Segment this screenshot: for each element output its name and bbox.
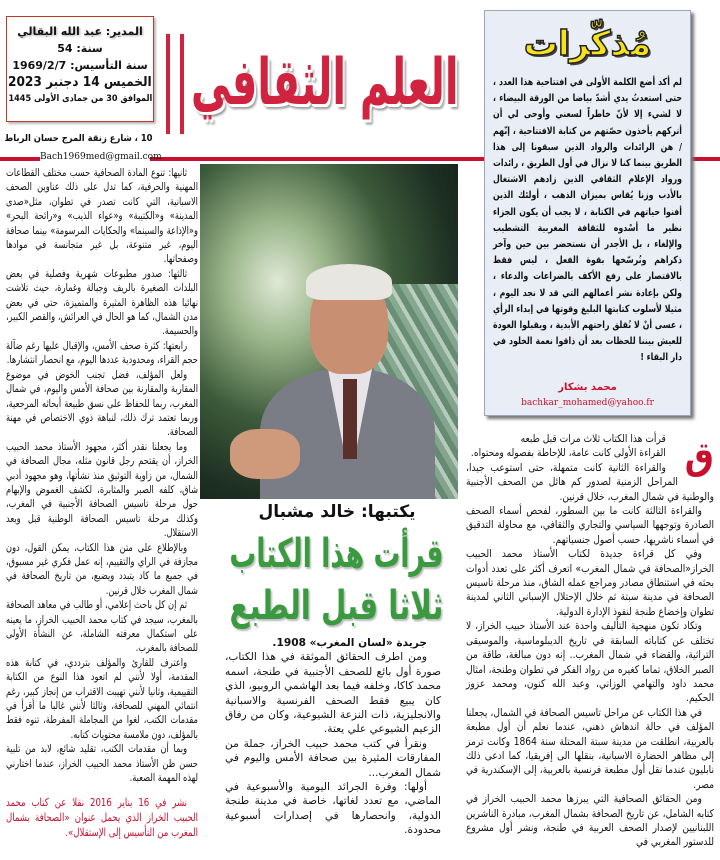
paragraph: رابعتها: كثرة صحف الأمس، والإقبال عليها رغم ضآلة حجم القراء، ومحدودية عددها اليوم، مع انحصار انتشارها. (6, 339, 198, 367)
paragraph: وتكاد تكون منهجية التأليف واحدة عند الأستاذ حبيب الخراز، لا تختلف عن كتاباته السابقة في تاريخ الديبلوماسية، والموسيقى التراثية، والقضاء في شمال المغرب.. إنه دون مبالغة، طاقة من الصبر الخلاق، تماما كغيره من رواد الفكر في تطوان وطنجة، امثال محمد داود والتهامي الوزاني، وعبد الله كنون، ومحمد عزوز الحكيم. (466, 620, 714, 705)
paragraph: ونقرأ في كتب محمد حبيب الخراز، جملة من المفارقات المثيرة بين صحافة الأمس واليوم في شمال المغرب... (225, 737, 441, 779)
headline (228, 528, 444, 632)
drop-cap: ق (684, 434, 714, 478)
headline-line-2: ثلاثا قبل الطبع (229, 583, 443, 629)
issue-date: الخميس 14 دجنبر 2023 (8, 75, 152, 90)
memo-author: محمد بشكار (558, 382, 617, 393)
paragraph: وفي كل قراءة جديدة لكتاب الأستاذ محمد الحبيب الخراز«الصحافة في شمال المغرب» اتعرف أكثر على تعدد أدوات بحثه في استنطاق مصادر ومراجع عمله الشاق، منذ مرحلة تاسيس الصحافة في مدينة سبتة ثم خلال الإحتلال الإسباني الثاني لمدينة تطوان وإخضاع طنجة لنفوذ الإدارة الدولية. (466, 548, 714, 618)
paragraph: جريدة «لسان المغرب» 1908. (272, 637, 427, 649)
paragraph: ثانيها: تنوع المادة الصحافية حسب مختلف القطاعات المهنية والحرفية، كما تدل على ذلك عناوين الصحف الاسبانية، التي كانت تصدر في تطوان، مثل«صدى المدينة» و«الكتيبة» و«عواء الذيب» و«رائحة البحر» و«الإذاعة والسينما» والحكايات المرسومة» بينما صحافة اليوم، غير متنوعة، بل غير متجانسة في موادها وصفحاتها. (6, 167, 198, 266)
paragraph: قرأت هذا الكتاب ثلاث مرات قبل طبعه (520, 433, 666, 445)
director: المدير: عبد الله البقالي (17, 25, 143, 38)
address: 10 ، شارع زنقة المرج حسان الرباط (4, 133, 154, 144)
paragraph: والقراءة الثالثة كانت ما بين السطور، لفحص أسماء الصحف الصادرة وتوجهها السياسي والتجاري والثقافي، مع محاولة التدقيق في أسماء ناشريها، حسب أصول جنسياتهم. (466, 505, 714, 546)
middle-column (225, 636, 441, 838)
byline: يكتبها: خالد مشبال (258, 502, 416, 522)
paragraph: في هذا الكتاب عن مراحل تاسيس الصحافة في الشمال، يجعلنا المؤلف في حالة اندهاش ذهني، عندما نعلم أن أول مطبعة بالعربية، انطلقت من مدينة سبتة المحتلة سنة 1864 وكانت ترمز إلى مظاهر الحضارة الاسبانية، بنقلها الى إفريقيا، كما ادعى ذلك نابليون عندما نقل أول مطبعة فرنسية بالعربية، إلى الإسكندرية في مصر. (466, 706, 714, 791)
paragraph: ثم إن كل باحث إعلامي، أو طالب في معاهد الصحافة بالمغرب، سيجد في كتاب محمد الحبيب الخراز، ما يعينه على استكمال معرفته الشاملة، عن النشأة الأولى للصحافة بالمغرب. (6, 599, 198, 655)
memo-email[interactable]: bachkar_mohamed@yahoo.fr (521, 398, 654, 408)
memo-text: لم أكد أضع الكلمة الأولى في افتتاحية هذا العدد ، حتى استعدتُ يدي أشدّ بياضا من الورقة البيضاء ، لا لشيء إلا لأنّ خاطراً لسعني وأوحى لي أن أتركهم يأخذون حصّتهم من كتابة الافتتاحية ، إنّهم / هن الرائدات والرواد الذين سبقونا إلى هذا الطريق بينما كنا لا نزال في أول الطريق ، رائدات ورواد الإعلام الثقافي الذين زادهم الاشتغال بالأدب وزنا يُقاس بميزان الذهب ، أولئك الذين أفنوا حياتهم في الكتابة ، لا يجب أن يكون الجزاء نظير ما أسْدوه للثقافة المغربية التشطيب والإلغاء ، بل الأجدر أن نستحضر بين حين وآخر ذكراهم ونُرسّخها بقوة الفعل ، ليس فقط بالاقتصار على رفع الأكف بالضراعات والدعاء ، ولكن بإعادة نشر أعمالهم التي قد لا نجد اليوم ، مثيلا لأسلوب كتابتها البليغ وقوتها في إبداء الرأي ، عسى أنْ لا نُقلق راحتهم الأبدية ، ويقبلوا العودة للعيش بيننا للحظات بعد أن ذاقوا نعمة الخلود في دار البقاء ! (493, 77, 682, 364)
paragraph: وما يجعلنا نقدر أكثر، مجهود الأستاذ محمد الحبيب الخراز، أن يقتحم رجل قانون مثله، مجال الصحافة في الشمال، من زاوية التوثيق منذ نشأتها، وهو مجهود أدبي شاق، كلفه الصبر والمثابرة، لكشف الغموض والإبهام حول مرحلة تاسيس الصحافة الأجنبية في المغرب، وكذلك مرحلة تاسيس الصحافة الوطنية قبل وبعد الاستقلال. (6, 440, 198, 540)
masthead-logo: العلم الثقافي (191, 46, 459, 120)
contact-email[interactable]: Bach1969med@gmail.com (40, 152, 162, 162)
author-photo (200, 164, 458, 499)
memo-box (484, 10, 691, 416)
right-column (466, 432, 714, 850)
paragraph: ولعل المؤلف، فضل تجنب الخوض في موضوع المقاربة والمقارنة بين صحافة الأمس واليوم، في شمال المغرب، ربما للحفاظ على نسق طبيعة أبحاثه المرجعية، وربما تعتمد ترك ذلك، لنباهة ذوي الاختصاص في مهنة الصحافة. (6, 368, 198, 439)
headline-line-1: قرأت هذا الكتاب (228, 531, 444, 577)
paragraph: وبالإطلاع على متن هذا الكتاب، يمكن القول، دون مجازفة في الراي والتقييم، إنه عمل فكري غير مسبوق، في جميع ما كاد يتبدد ويضيع، من تاريخ الصحافة في شمال المغرب خلال قرنين. (6, 541, 198, 597)
founded-date: سنة التأسيس: 1969/2/7 (12, 59, 148, 72)
publication-note: نشر في 16 يناير 2016 نقلا عن كتاب محمد الحبيب الخراز الذي يحمل عنوان «الصحافة بشمال المغرب من التأسيس إلى الإستقلال». (6, 796, 198, 840)
masthead-info-box (6, 16, 154, 122)
issue-year: سنة: 54 (57, 42, 103, 55)
paragraph: ومن اطرف الحقائق الموثقة في هذا الكتاب، صورة أول بائع للصحف الأجنبية في طنجة، اسمه محمد كاكا، وخلفه فيما بعد الهاشمي الروبيو، الذي كان يبيع فقط الصحف الفرنسية والاسبانية والانجليزية، ذات النزعة الشيوعية، وكان من رفاق الزعيم الشيوعي علي يعتة. (225, 651, 441, 736)
paragraph: القراءة الأولى كانت عامة، للإحاطة بفصوله ومحتواه. (470, 447, 666, 460)
paragraph: ومن الحقائق الصحافية التي يبرزها محمد الحبيب الخراز في كتابه الشامل، عن تاريخ الصحافة بشمال المغرب، مبادرة الناشرين اللبنانيين لإصدار الصحف العربية في طنجة، ونشر أول مشروع للدستور المغربي في (466, 793, 714, 849)
hijri-date: الموافق 30 من جمادى الأولى 1445 (8, 94, 152, 104)
paragraph: أولها: وفرة الجرائد اليومية والأسبوعية في الماضي، مع تعدد لغاتها، خاصة في مدينة طنجة الدولية، وانحصارها في إصدارات أسبوعية محدودة. (225, 781, 441, 837)
paragraph: واعترف للقارئ والمؤلف بترددي، في كتابة هذه المقدمة، أولا لأنني لم اتعود هذا النوع من الكتابة التقييمية، وثانيا لأنني تهيبت الاقتراب من إنجاز كبير، رغم انتمائي المهني للصحافة، وثالثا لأنني غالبا ما أقرأ في مقدمات الكتب، لغوا من المجاملة المفرطة، تنوه فقط بالمؤلف، دون ملامسة محتويات كتابه. (6, 656, 198, 741)
paragraph: ثالثها: صدور مطبوعات شهرية وفصلية في بعض البلدات الصغيرة بالريف وجبالة وغمارة، حيث تلاشت نهائيا هذه الظاهرة المثيرة والمتميزة، حتى في بعض مدن الشمال، كما هو الحال في العرائش، والقصر الكبير، والحسيمة. (6, 267, 198, 338)
left-column (6, 166, 198, 840)
paragraph: والقراءة الثانية كانت متمهلة، حتى استوعب جيدا، المراحل الزمنية لصدور كم هائل من الصحف الأجنبية والوطنية في شمال المغرب، خلال قرنين. (466, 461, 714, 503)
memo-title: مُذكّرات (523, 24, 652, 64)
paragraph: وبما أن مقدمات الكتب، تقليد شائع، لابد من تلبية حسن ظن الأستاذ محمد الحبيب الخراز، عندما اختارني لهذه المهمة الصعبة. (6, 743, 198, 785)
masthead-divider (166, 34, 184, 134)
